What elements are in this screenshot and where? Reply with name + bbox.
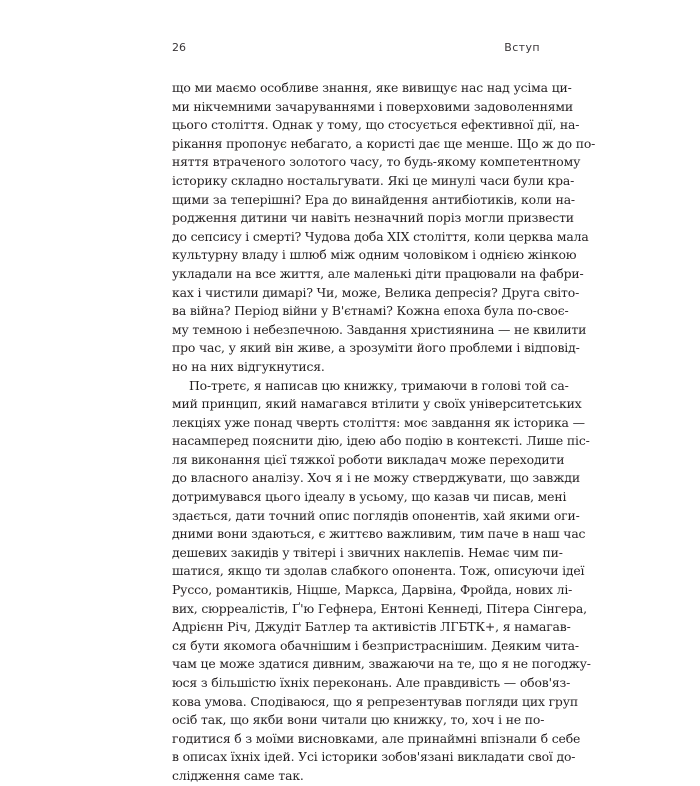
text-line: кова умова. Сподіваюся, що я репрезентував погляди цих груп xyxy=(172,693,578,709)
body-text xyxy=(172,79,596,786)
text-line: про час, у який він живе, а зрозуміти його проблеми і відповід- xyxy=(172,340,580,356)
text-line: По-третє, я написав цю книжку, тримаючи в голові той са- xyxy=(189,377,569,393)
text-line: чам це може здатися дивним, зважаючи на те, що я не погоджу- xyxy=(172,656,591,672)
text-line: слідження саме так. xyxy=(172,767,304,783)
text-line: насамперед пояснити дію, ідею або подію в контексті. Лише піс- xyxy=(172,433,590,449)
text-line: укладали на все життя, але маленькі діти працювали на фабри- xyxy=(172,265,584,281)
text-line: юся з більшістю їхніх переконань. Але правдивість — обов'яз- xyxy=(172,675,571,690)
text-line: мий принцип, який намагався втілити у своїх університетських xyxy=(172,396,582,412)
text-line: шатися, якщо ти здолав слабкого опонента. Тож, описуючи ідеї xyxy=(172,563,585,579)
text-line: цього століття. Однак у тому, що стосується ефективної дії, на- xyxy=(172,117,580,133)
text-line: осіб так, що якби вони читали цю книжку, то, хоч і не по- xyxy=(172,712,545,728)
text-line: Адрієнн Річ, Джудіт Батлер та активістів ЛГБТК+, я намагав- xyxy=(172,619,571,635)
text-line: но на них відгукнутися. xyxy=(172,358,325,374)
text-line: ля виконання цієї тяжкої роботи викладач може переходити xyxy=(172,451,565,467)
text-line: здається, дати точний опис поглядів опонентів, хай якими оги- xyxy=(172,507,580,523)
text-line: ках і чистили димарі? Чи, може, Велика депресія? Друга світо- xyxy=(172,284,580,300)
text-line: що ми маємо особливе знання, яке вивищує нас над усіма ци- xyxy=(172,80,572,95)
paragraph xyxy=(172,377,591,786)
text-line: дотримувався цього ідеалу в усьому, що казав чи писав, мені xyxy=(172,489,567,505)
running-head: Вступ xyxy=(504,41,540,54)
text-line: лекціях уже понад чверть століття: моє завдання як історика — xyxy=(172,414,585,430)
text-line: Руссо, романтиків, Ніцше, Маркса, Дарвіна, Фройда, нових лі- xyxy=(172,582,573,598)
text-line: няття втраченого золотого часу, то будь-якому компетентному xyxy=(172,154,581,170)
text-line: годитися б з моїми висновками, але принаймні впізнали б себе xyxy=(172,730,581,746)
text-line: до сепсису і смерті? Чудова доба XIX століття, коли церква мала xyxy=(172,228,589,244)
text-line: дешевих закидів у твітері і звичних наклепів. Немає чим пи- xyxy=(172,544,563,560)
text-line: ми нікчемними зачаруваннями і поверховими задоволеннями xyxy=(172,98,574,114)
paragraph xyxy=(172,79,596,377)
text-line: родження дитини чи навіть незначний поріз могли призвести xyxy=(172,210,574,226)
text-line: культурну владу і шлюб між одним чоловіком і однією жінкою xyxy=(172,247,577,263)
text-line: в описах їхніх ідей. Усі історики зобов'язані викладати свої до- xyxy=(172,749,576,765)
text-line: щими за теперішні? Ера до винайдення антибіотиків, коли на- xyxy=(172,191,575,207)
text-line: вих, сюрреалістів, Ґ'ю Гефнера, Ентоні Кеннеді, Пітера Сінгера, xyxy=(172,600,587,616)
text-line: му темною і небезпечною. Завдання християнина — не квилити xyxy=(172,321,587,337)
text-line: дними вони здаються, є життєво важливим, тим паче в наш час xyxy=(172,526,586,542)
page-number: 26 xyxy=(172,41,186,54)
text-line: історику складно ностальгувати. Які це минулі часи були кра- xyxy=(172,172,575,188)
text-line: ся бути якомога обачнішим і безпристраснішим. Деяким чита- xyxy=(172,637,579,653)
page-header xyxy=(172,41,540,57)
text-line: ва війна? Період війни у В'єтнамі? Кожна епоха була по-своє- xyxy=(172,303,569,319)
text-line: до власного аналізу. Хоч я і не можу стверджувати, що завжди xyxy=(172,470,580,486)
text-line: рікання пропонує небагато, а користі дає ще менше. Що ж до по- xyxy=(172,135,596,151)
